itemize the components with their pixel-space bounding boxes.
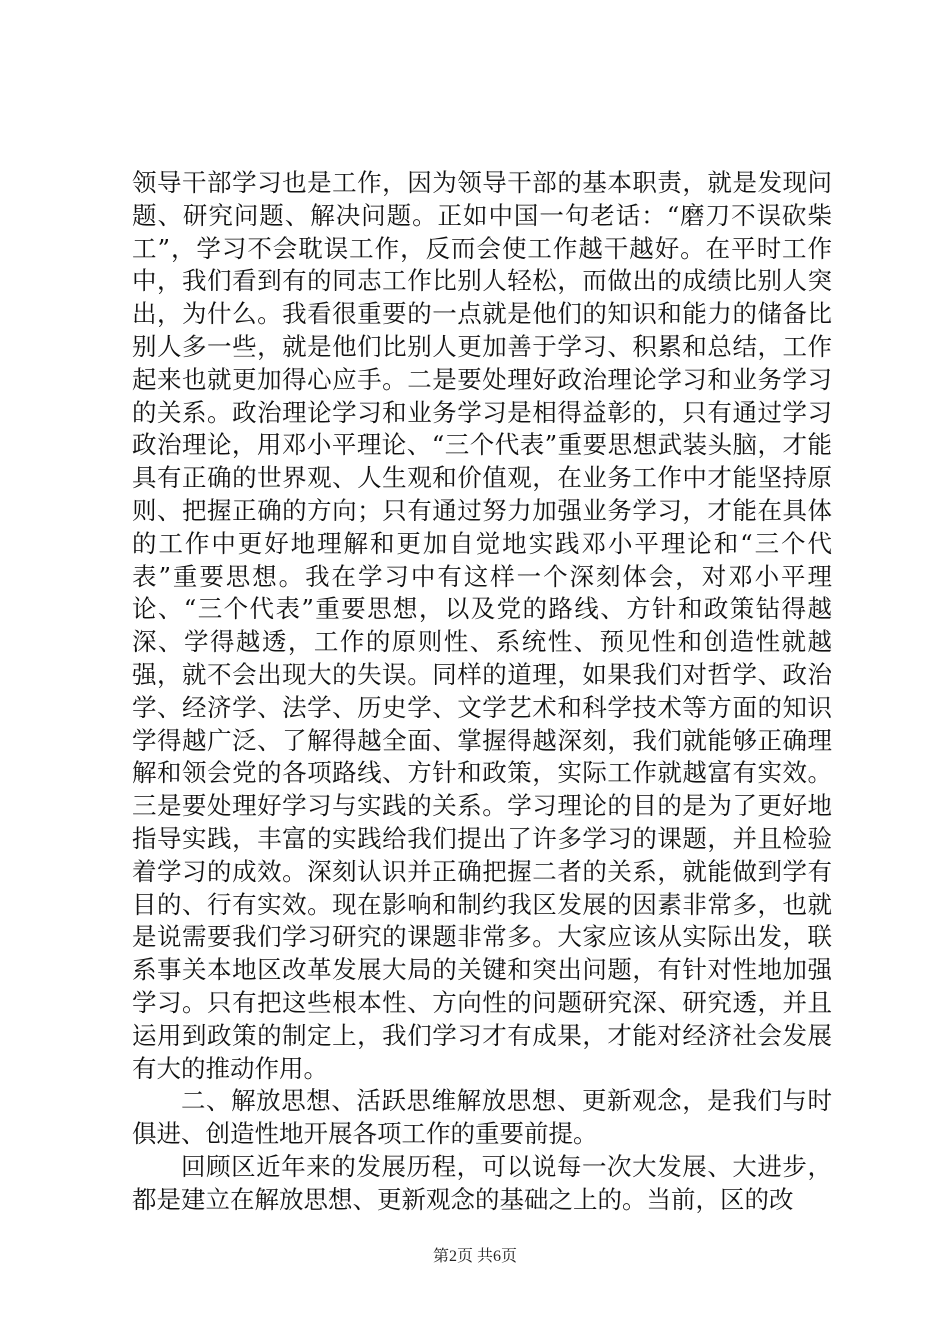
paragraph-continued: 领导干部学习也是工作，因为领导干部的基本职责，就是发现问题、研究问题、解决问题。正如中国一句老话：“磨刀不误砍柴工”，学习不会耽误工作，反而会使工作越干越好。在平时工作中，我们看到有的同志工作比别人轻松，而做出的成绩比别人突出，为什么。我看很重要的一点就是他们的知识和能力的储备比别人多一些，就是他们比别人更加善于学习、积累和总结，工作起来也就更加得心应手。二是要处理好政治理论学习和业务学习的关系。政治理论学习和业务学习是相得益彰的，只有通过学习政治理论，用邓小平理论、“三个代表”重要思想武装头脑，才能具有正确的世界观、人生观和价值观，在业务工作中才能坚持原则、把握正确的方向；只有通过努力加强业务学习，才能在具体的工作中更好地理解和更加自觉地实践邓小平理论和“三个代表”重要思想。我在学习中有这样一个深刻体会，对邓小平理论、“三个代表”重要思想，以及党的路线、方针和政策钻得越深、学得越透，工作的原则性、系统性、预见性和创造性就越强，就不会出现大的失误。同样的道理，如果我们对哲学、政治学、经济学、法学、历史学、文学艺术和科学技术等方面的知识学得越广泛、了解得越全面、掌握得越深刻，我们就能够正确理解和领会党的各项路线、方针和政策，实际工作就越富有实效。三是要处理好学习与实践的关系。学习理论的目的是为了更好地指导实践，丰富的实践给我们提出了许多学习的课题，并且检验着学习的成效。深刻认识并正确把握二者的关系，就能做到学有目的、行有实效。现在影响和制约我区发展的因素非常多，也就是说需要我们学习研究的课题非常多。大家应该从实际出发，联系事关本地区改革发展大局的关键和突出问题，有针对性地加强学习。只有把这些根本性、方向性的问题研究深、研究透，并且运用到政策的制定上，我们学习才有成果，才能对经济社会发展有大的推动作用。 — [132, 168, 832, 1083]
document-body — [132, 167, 832, 1217]
page-footer: 第2页 共6页 — [432, 1248, 517, 1265]
paragraph-section-two-heading: 二、解放思想、活跃思维解放思想、更新观念，是我们与时俱进、创造性地开展各项工作的重要前提。 — [132, 1086, 832, 1149]
paragraph-review: 回顾区近年来的发展历程，可以说每一次大发展、大进步，都是建立在解放思想、更新观念的基础之上的。当前，区的改 — [132, 1151, 832, 1214]
